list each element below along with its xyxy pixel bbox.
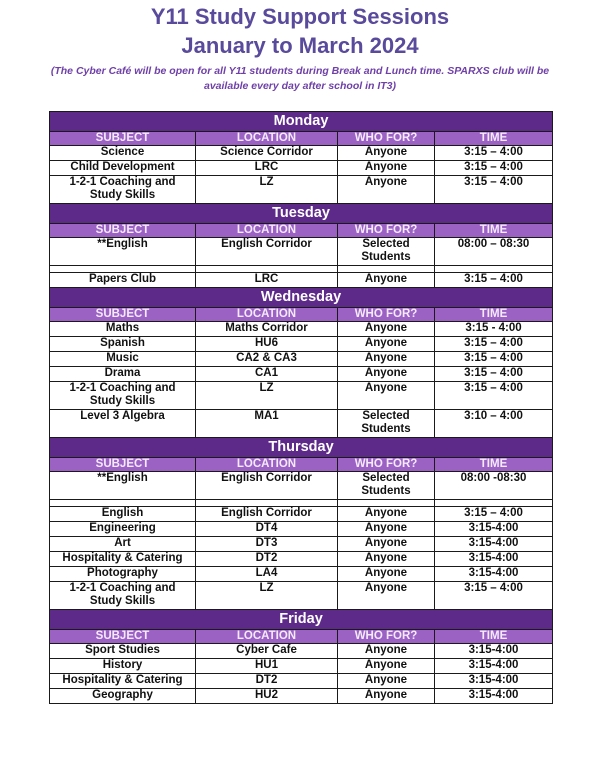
day-header-wednesday xyxy=(50,288,553,308)
cell-subject: Sport Studies xyxy=(50,644,196,659)
cell-who: Anyone xyxy=(338,644,435,659)
table-row xyxy=(50,337,553,352)
cell-subject: Hospitality & Catering xyxy=(50,674,196,689)
cell-location: LZ xyxy=(196,176,338,204)
table-row xyxy=(50,472,553,500)
info-note: (The Cyber Café will be open for all Y11 students during Break and Lunch time. SPARXS club will be available every day after school in IT3) xyxy=(50,65,550,92)
cell-location: LA4 xyxy=(196,567,338,582)
spacer-cell xyxy=(196,500,338,507)
column-header-subject: SUBJECT xyxy=(50,630,196,644)
cell-location: DT4 xyxy=(196,522,338,537)
spacer-cell xyxy=(435,266,553,273)
column-header-who-for: WHO FOR? xyxy=(338,630,435,644)
cell-time: 3:15 - 4:00 xyxy=(435,322,553,337)
cell-who: Anyone xyxy=(338,537,435,552)
cell-location: MA1 xyxy=(196,410,338,438)
cell-subject: **English xyxy=(50,472,196,500)
table-row xyxy=(50,567,553,582)
table-row xyxy=(50,522,553,537)
cell-who: Anyone xyxy=(338,567,435,582)
table-row xyxy=(50,552,553,567)
cell-location: DT2 xyxy=(196,674,338,689)
cell-who: Anyone xyxy=(338,522,435,537)
cell-location: English Corridor xyxy=(196,238,338,266)
spacer-cell xyxy=(50,500,196,507)
spacer-cell xyxy=(50,266,196,273)
column-header-subject: SUBJECT xyxy=(50,132,196,146)
cell-subject: Papers Club xyxy=(50,273,196,288)
cell-subject: Art xyxy=(50,537,196,552)
spacer-cell xyxy=(435,500,553,507)
cell-time: 3:15-4:00 xyxy=(435,689,553,704)
cell-time: 08:00 -08:30 xyxy=(435,472,553,500)
table-row xyxy=(50,161,553,176)
cell-time: 3:15-4:00 xyxy=(435,659,553,674)
cell-who: Anyone xyxy=(338,146,435,161)
table-row xyxy=(50,352,553,367)
cell-who: Selected Students xyxy=(338,238,435,266)
cell-location: CA1 xyxy=(196,367,338,382)
column-header-subject: SUBJECT xyxy=(50,458,196,472)
table-row xyxy=(50,674,553,689)
column-header-who-for: WHO FOR? xyxy=(338,458,435,472)
cell-time: 3:15-4:00 xyxy=(435,567,553,582)
cell-location: LZ xyxy=(196,382,338,410)
cell-location: HU2 xyxy=(196,689,338,704)
column-header-row xyxy=(50,630,553,644)
table-row xyxy=(50,659,553,674)
table-row xyxy=(50,176,553,204)
cell-who: Selected Students xyxy=(338,410,435,438)
column-header-location: LOCATION xyxy=(196,458,338,472)
cell-who: Anyone xyxy=(338,507,435,522)
cell-subject: Child Development xyxy=(50,161,196,176)
column-header-row xyxy=(50,308,553,322)
cell-location: HU6 xyxy=(196,337,338,352)
cell-time: 3:15 – 4:00 xyxy=(435,582,553,610)
cell-subject: History xyxy=(50,659,196,674)
cell-time: 3:15 – 4:00 xyxy=(435,507,553,522)
cell-location: Cyber Cafe xyxy=(196,644,338,659)
day-header-thursday xyxy=(50,438,553,458)
cell-subject: Science xyxy=(50,146,196,161)
table-row xyxy=(50,367,553,382)
day-name: Wednesday xyxy=(50,288,553,308)
cell-location: HU1 xyxy=(196,659,338,674)
cell-time: 08:00 – 08:30 xyxy=(435,238,553,266)
cell-time: 3:15 – 4:00 xyxy=(435,367,553,382)
cell-location: LRC xyxy=(196,273,338,288)
cell-location: LRC xyxy=(196,161,338,176)
day-name: Tuesday xyxy=(50,204,553,224)
cell-time: 3:15 – 4:00 xyxy=(435,273,553,288)
column-header-who-for: WHO FOR? xyxy=(338,224,435,238)
cell-subject: 1-2-1 Coaching and Study Skills xyxy=(50,176,196,204)
day-name: Thursday xyxy=(50,438,553,458)
spacer-row xyxy=(50,266,553,273)
column-header-subject: SUBJECT xyxy=(50,224,196,238)
cell-subject: English xyxy=(50,507,196,522)
column-header-time: TIME xyxy=(435,308,553,322)
cell-who: Anyone xyxy=(338,337,435,352)
page-subtitle: January to March 2024 xyxy=(181,33,419,58)
table-row xyxy=(50,322,553,337)
cell-who: Anyone xyxy=(338,674,435,689)
cell-who: Anyone xyxy=(338,273,435,288)
cell-subject: 1-2-1 Coaching and Study Skills xyxy=(50,382,196,410)
cell-location: LZ xyxy=(196,582,338,610)
day-name: Monday xyxy=(50,112,553,132)
page-title: Y11 Study Support Sessions xyxy=(150,4,450,29)
cell-who: Anyone xyxy=(338,582,435,610)
cell-subject: Hospitality & Catering xyxy=(50,552,196,567)
cell-time: 3:15-4:00 xyxy=(435,644,553,659)
cell-subject: Level 3 Algebra xyxy=(50,410,196,438)
day-header-friday xyxy=(50,610,553,630)
cell-subject: **English xyxy=(50,238,196,266)
cell-subject: Photography xyxy=(50,567,196,582)
cell-subject: Engineering xyxy=(50,522,196,537)
cell-subject: Geography xyxy=(50,689,196,704)
column-header-row xyxy=(50,224,553,238)
day-header-monday xyxy=(50,112,553,132)
cell-time: 3:15 – 4:00 xyxy=(435,352,553,367)
cell-who: Anyone xyxy=(338,352,435,367)
cell-location: DT3 xyxy=(196,537,338,552)
cell-location: Maths Corridor xyxy=(196,322,338,337)
cell-subject: Maths xyxy=(50,322,196,337)
cell-subject: Drama xyxy=(50,367,196,382)
day-header-tuesday xyxy=(50,204,553,224)
cell-subject: 1-2-1 Coaching and Study Skills xyxy=(50,582,196,610)
table-row xyxy=(50,507,553,522)
spacer-cell xyxy=(196,266,338,273)
cell-who: Anyone xyxy=(338,176,435,204)
cell-time: 3:15 – 4:00 xyxy=(435,146,553,161)
cell-subject: Music xyxy=(50,352,196,367)
schedule-table xyxy=(49,111,553,704)
column-header-location: LOCATION xyxy=(196,224,338,238)
cell-time: 3:15-4:00 xyxy=(435,552,553,567)
column-header-subject: SUBJECT xyxy=(50,308,196,322)
column-header-time: TIME xyxy=(435,224,553,238)
column-header-row xyxy=(50,132,553,146)
column-header-time: TIME xyxy=(435,630,553,644)
cell-time: 3:15 – 4:00 xyxy=(435,161,553,176)
cell-time: 3:15-4:00 xyxy=(435,537,553,552)
table-row xyxy=(50,146,553,161)
column-header-who-for: WHO FOR? xyxy=(338,132,435,146)
spacer-row xyxy=(50,500,553,507)
cell-location: English Corridor xyxy=(196,472,338,500)
cell-who: Anyone xyxy=(338,322,435,337)
table-row xyxy=(50,410,553,438)
cell-who: Anyone xyxy=(338,689,435,704)
table-row xyxy=(50,273,553,288)
cell-subject: Spanish xyxy=(50,337,196,352)
cell-who: Anyone xyxy=(338,552,435,567)
column-header-location: LOCATION xyxy=(196,132,338,146)
day-name: Friday xyxy=(50,610,553,630)
column-header-time: TIME xyxy=(435,458,553,472)
cell-location: English Corridor xyxy=(196,507,338,522)
cell-who: Anyone xyxy=(338,659,435,674)
cell-who: Anyone xyxy=(338,161,435,176)
cell-time: 3:15 – 4:00 xyxy=(435,337,553,352)
column-header-time: TIME xyxy=(435,132,553,146)
cell-time: 3:10 – 4:00 xyxy=(435,410,553,438)
cell-time: 3:15 – 4:00 xyxy=(435,382,553,410)
spacer-cell xyxy=(338,500,435,507)
table-row xyxy=(50,582,553,610)
column-header-location: LOCATION xyxy=(196,308,338,322)
cell-who: Anyone xyxy=(338,367,435,382)
table-row xyxy=(50,382,553,410)
column-header-row xyxy=(50,458,553,472)
table-row xyxy=(50,689,553,704)
cell-who: Selected Students xyxy=(338,472,435,500)
cell-time: 3:15 – 4:00 xyxy=(435,176,553,204)
cell-location: CA2 & CA3 xyxy=(196,352,338,367)
cell-time: 3:15-4:00 xyxy=(435,674,553,689)
column-header-who-for: WHO FOR? xyxy=(338,308,435,322)
cell-who: Anyone xyxy=(338,382,435,410)
spacer-cell xyxy=(338,266,435,273)
column-header-location: LOCATION xyxy=(196,630,338,644)
cell-time: 3:15-4:00 xyxy=(435,522,553,537)
table-row xyxy=(50,238,553,266)
table-row xyxy=(50,537,553,552)
cell-location: Science Corridor xyxy=(196,146,338,161)
table-row xyxy=(50,644,553,659)
cell-location: DT2 xyxy=(196,552,338,567)
